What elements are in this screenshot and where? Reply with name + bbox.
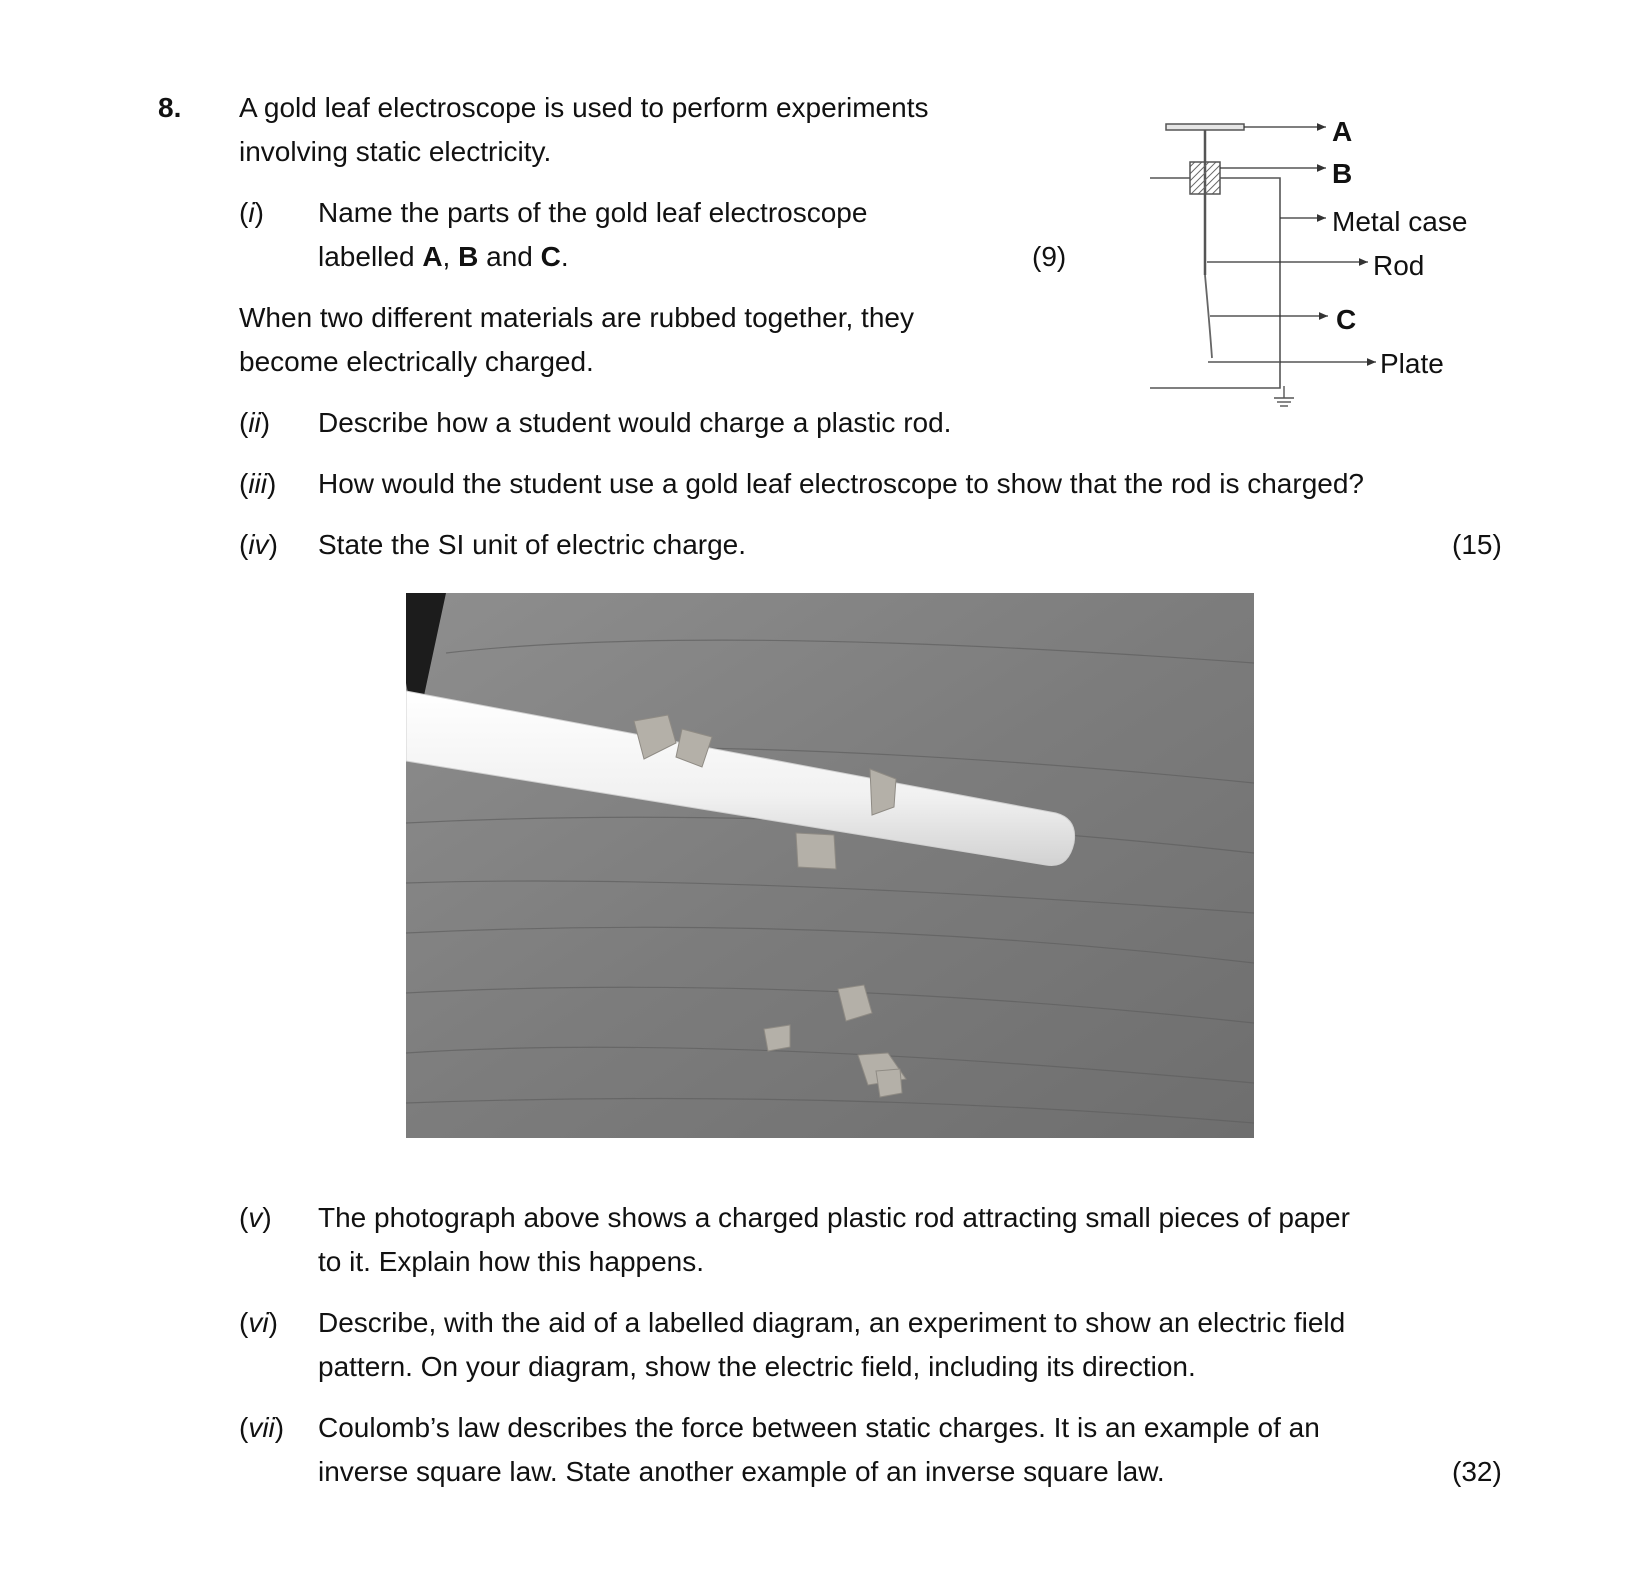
rub-line-1: When two different materials are rubbed together, they (239, 302, 914, 333)
part-v-roman: v (248, 1202, 263, 1233)
part-i-letter-b: B (458, 241, 479, 272)
intro-line-2: involving static electricity. (239, 136, 552, 167)
part-vi-label: (vi) (239, 1307, 278, 1338)
part-iv-text: State the SI unit of electric charge. (318, 529, 747, 560)
part-i-line2-pre: labelled (318, 241, 423, 272)
part-i-label: (i) (239, 197, 264, 228)
part-i-letter-a: A (422, 241, 443, 272)
diagram-label-plate: Plate (1380, 348, 1444, 379)
electroscope-diagram (1150, 100, 1510, 420)
part-i-line-2 (318, 243, 569, 271)
part-i-marks: (9) (1032, 241, 1067, 272)
part-iv-marks: (15) (1452, 529, 1502, 560)
rub-line-2: become electrically charged. (239, 346, 594, 377)
part-i-letter-c: C (540, 241, 561, 272)
diagram-label-b: B (1332, 158, 1353, 189)
part-i-end: . (560, 241, 569, 272)
part-ii-roman: ii (248, 407, 261, 438)
part-iv-label: (iv) (239, 529, 278, 560)
intro-line-1: A gold leaf electroscope is used to perform experiments (239, 92, 929, 123)
part-i-and: and (478, 241, 541, 272)
diagram-label-c: C (1336, 304, 1357, 335)
part-vi-roman: vi (248, 1307, 269, 1338)
cap-plate (1166, 124, 1244, 130)
diagram-label-a: A (1332, 116, 1353, 147)
part-v-label: (v) (239, 1202, 272, 1233)
part-v-line-2: to it. Explain how this happens. (318, 1246, 705, 1277)
part-i-line-1: Name the parts of the gold leaf electroscope (318, 197, 868, 228)
part-v-line-1: The photograph above shows a charged plastic rod attracting small pieces of paper (318, 1202, 1350, 1233)
part-vii-label: (vii) (239, 1412, 285, 1443)
part-vii-line-1: Coulomb’s law describes the force between static charges. It is an example of an (318, 1412, 1320, 1443)
part-i-roman: i (248, 197, 255, 228)
part-iv-roman: iv (248, 529, 269, 560)
part-vi-line-2: pattern. On your diagram, show the electric field, including its direction. (318, 1351, 1196, 1382)
part-iii-label: (iii) (239, 468, 277, 499)
part-vii-marks: (32) (1452, 1456, 1502, 1487)
metal-case (1150, 178, 1280, 388)
part-vi-line-1: Describe, with the aid of a labelled diagram, an experiment to show an electric field (318, 1307, 1346, 1338)
part-ii-label: (ii) (239, 407, 271, 438)
diagram-label-rod: Rod (1373, 250, 1425, 281)
part-iii-text: How would the student use a gold leaf electroscope to show that the rod is charged? (318, 468, 1364, 499)
insulator (1190, 162, 1220, 194)
rod-paper-photograph (406, 593, 1254, 1138)
part-vii-roman: vii (248, 1412, 275, 1443)
part-ii-text: Describe how a student would charge a plastic rod. (318, 407, 952, 438)
diagram-label-metal-case: Metal case (1332, 206, 1468, 237)
question-number: 8. (158, 92, 182, 123)
part-i-comma: , (442, 241, 459, 272)
part-iii-roman: iii (248, 468, 267, 499)
part-vii-line-2: inverse square law. State another example of an inverse square law. (318, 1456, 1165, 1487)
